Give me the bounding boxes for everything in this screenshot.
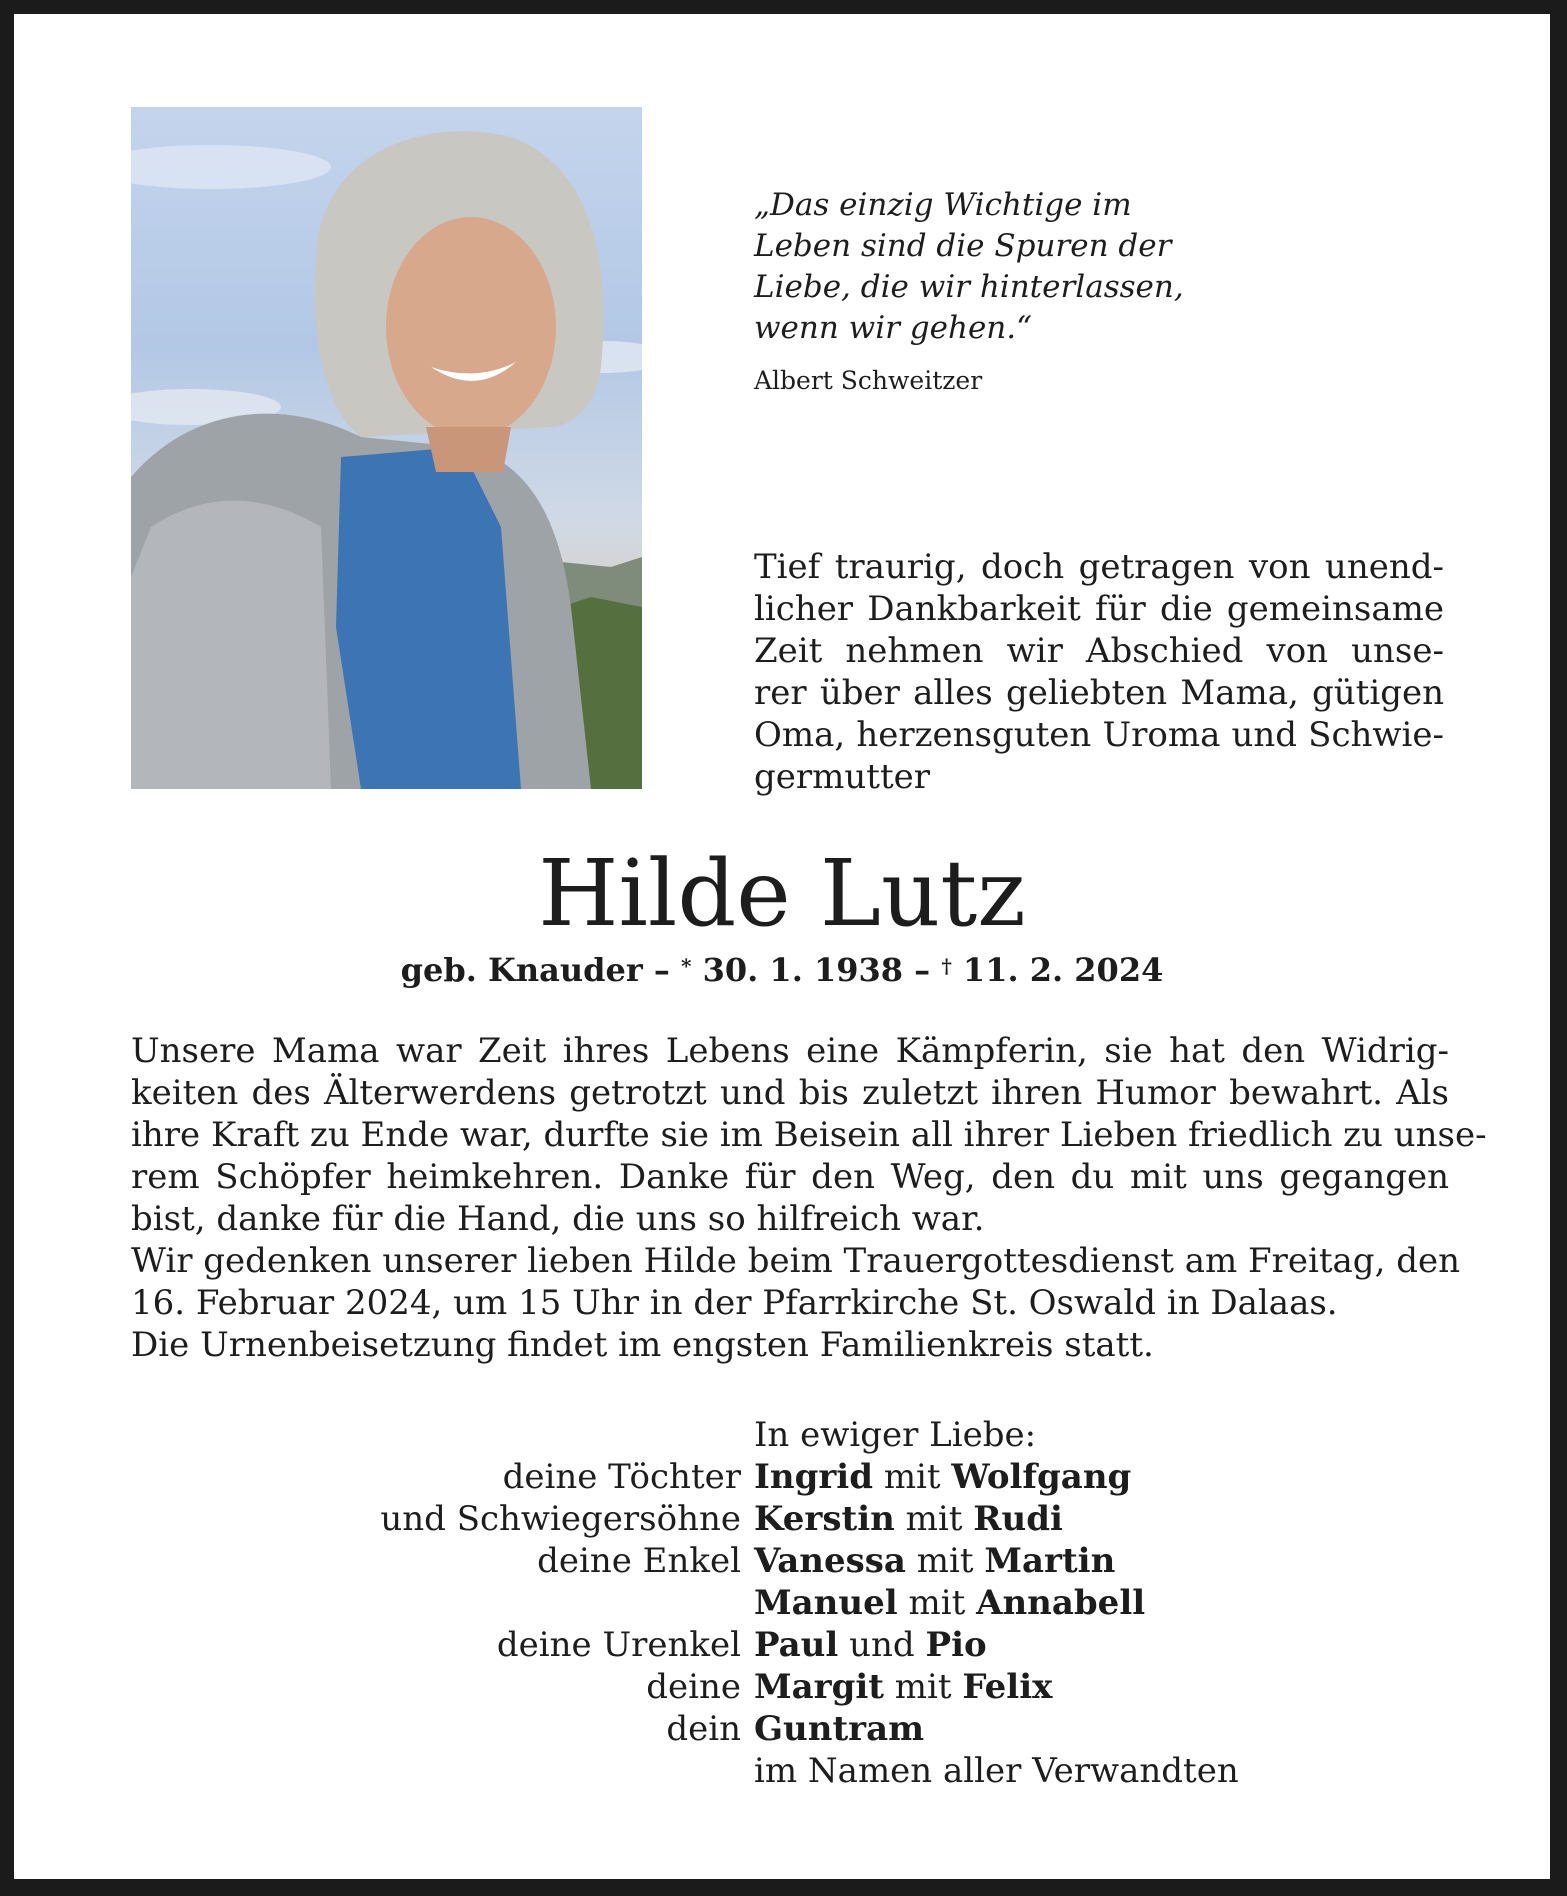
signatory-name: Rudi bbox=[973, 1499, 1063, 1539]
signatory-name: Margit bbox=[754, 1667, 884, 1707]
intro-line: Tief traurig, doch getragen von unend- bbox=[754, 547, 1444, 587]
body-line: rem Schöpfer heimkehren. Danke für den Weg, den du mit uns gegangen bbox=[131, 1157, 1449, 1197]
signatory-row bbox=[14, 1708, 1550, 1750]
quote-line: „Das einzig Wichtige im bbox=[754, 187, 1132, 223]
life-dates bbox=[14, 950, 1550, 990]
body-line: keiten des Älterwerdens getrotzt und bis zuletzt ihren Humor bewahrt. Als bbox=[131, 1073, 1449, 1113]
body-line: bist, danke für die Hand, die uns so hilfreich war. bbox=[131, 1199, 985, 1239]
intro-line: licher Dankbarkeit für die gemeinsame bbox=[754, 589, 1444, 629]
signatory-names bbox=[754, 1498, 1063, 1540]
deceased-name: Hilde Lutz bbox=[538, 840, 1026, 947]
signatory-relation: deine Urenkel bbox=[496, 1625, 741, 1665]
quote-line: wenn wir gehen.“ bbox=[754, 310, 1032, 346]
signatory-names bbox=[754, 1582, 1145, 1624]
signatory-conjunction: mit bbox=[883, 1457, 941, 1497]
signatory-name: Guntram bbox=[754, 1709, 925, 1749]
signatory-row bbox=[14, 1750, 1550, 1792]
signatory-row bbox=[14, 1540, 1550, 1582]
signatory-conjunction: mit bbox=[916, 1541, 974, 1581]
death-date: 11. 2. 2024 bbox=[962, 951, 1164, 989]
signatory-name: Felix bbox=[962, 1667, 1053, 1707]
signatory-name: Pio bbox=[925, 1625, 987, 1665]
quote-author: Albert Schweitzer bbox=[754, 366, 983, 395]
signatory-relation: dein bbox=[666, 1709, 741, 1749]
body-line: Die Urnenbeisetzung findet im engsten Familienkreis statt. bbox=[131, 1325, 1154, 1365]
signatory-names bbox=[754, 1456, 1131, 1498]
signatory-row bbox=[14, 1582, 1550, 1624]
signatory-names bbox=[754, 1708, 924, 1750]
signatory-relation: und Schwiegersöhne bbox=[380, 1499, 741, 1539]
signatory-conjunction: und bbox=[849, 1625, 915, 1665]
quote-line: Leben sind die Spuren der bbox=[754, 228, 1172, 264]
portrait-illustration bbox=[131, 107, 642, 789]
signatory-conjunction: mit bbox=[908, 1583, 966, 1623]
birth-date: 30. 1. 1938 – bbox=[702, 951, 931, 989]
signatory-relation: deine bbox=[646, 1667, 741, 1707]
birth-symbol: * bbox=[681, 954, 692, 978]
body-line: Unsere Mama war Zeit ihres Lebens eine Kämpferin, sie hat den Widrig- bbox=[131, 1031, 1449, 1071]
death-symbol: † bbox=[941, 954, 952, 978]
signatory-name: Kerstin bbox=[754, 1499, 895, 1539]
body-paragraph bbox=[131, 1030, 1487, 1366]
signatory-name: Manuel bbox=[754, 1583, 898, 1623]
signatory-name: Paul bbox=[754, 1625, 839, 1665]
intro-paragraph bbox=[754, 546, 1444, 798]
signatory-names bbox=[754, 1540, 1115, 1582]
signatory-name: Ingrid bbox=[754, 1457, 873, 1497]
intro-line: germutter bbox=[754, 757, 930, 797]
signatory-relation: deine Töchter bbox=[502, 1457, 741, 1497]
intro-line: rer über alles geliebten Mama, gütigen bbox=[754, 673, 1444, 713]
signatory-relation: deine Enkel bbox=[537, 1541, 741, 1581]
quote-line: Liebe, die wir hinterlassen, bbox=[754, 269, 1184, 305]
body-line: Wir gedenken unserer lieben Hilde beim Trauergottesdienst am Freitag, den bbox=[131, 1241, 1460, 1281]
signatory-row bbox=[14, 1666, 1550, 1708]
signatory-names bbox=[754, 1666, 1052, 1708]
signatory-names bbox=[754, 1624, 987, 1666]
signatory-row bbox=[14, 1498, 1550, 1540]
birth-name: geb. Knauder – bbox=[400, 951, 670, 989]
signatory-name: Vanessa bbox=[754, 1541, 906, 1581]
signatory-name: Martin bbox=[984, 1541, 1116, 1581]
obituary-page bbox=[14, 14, 1550, 1879]
intro-line: Zeit nehmen wir Abschied von unse- bbox=[754, 631, 1444, 671]
body-line: ihre Kraft zu Ende war, durfte sie im Beisein all ihrer Lieben friedlich zu unse- bbox=[131, 1115, 1487, 1155]
signatory-conjunction: mit bbox=[905, 1499, 963, 1539]
signatory-name: Wolfgang bbox=[951, 1457, 1132, 1497]
signatories-closing: im Namen aller Verwandten bbox=[754, 1751, 1239, 1791]
body-line: 16. Februar 2024, um 15 Uhr in der Pfarrkirche St. Oswald in Dalaas. bbox=[131, 1283, 1338, 1323]
signatory-conjunction: mit bbox=[894, 1667, 952, 1707]
intro-line: Oma, herzensguten Uroma und Schwie- bbox=[754, 715, 1444, 755]
signatory-row bbox=[14, 1456, 1550, 1498]
portrait-photo bbox=[131, 107, 642, 789]
quote bbox=[754, 185, 1184, 349]
signatory-row bbox=[14, 1624, 1550, 1666]
signatory-name: Annabell bbox=[976, 1583, 1146, 1623]
signatories-heading: In ewiger Liebe: bbox=[754, 1415, 1037, 1455]
